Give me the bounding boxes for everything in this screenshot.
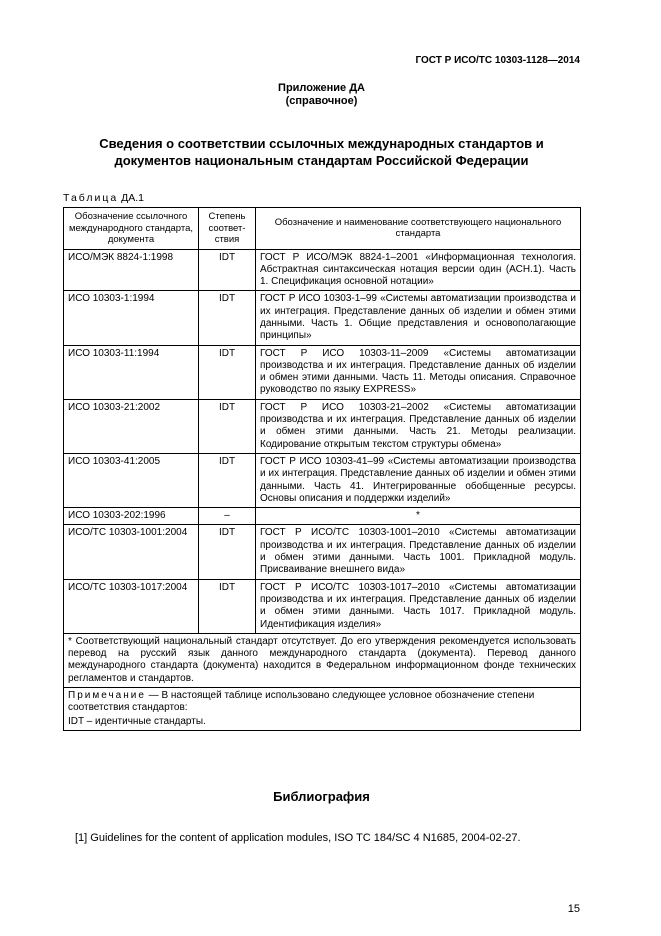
note-text: — В настоящей таблице использовано следующее условное обозначение степени соответствия стандартов: <box>68 690 535 714</box>
annex-title: Приложение ДА <box>278 82 365 94</box>
annex-subtitle: (справочное) <box>285 95 358 107</box>
degree-cell: – <box>199 508 256 525</box>
doc-number: ГОСТ Р ИСО/ТС 10303-1128—2014 <box>415 55 580 66</box>
note-label: Примечание <box>68 690 146 701</box>
table-note-row <box>64 688 581 731</box>
table-row <box>64 345 581 399</box>
description-cell: ГОСТ Р ИСО 10303-1–99 «Системы автоматизации производства и их интеграция. Представление данных об изделии и обмен этими данными. Часть 1. Общие представления и основополагающие принципы» <box>256 291 581 345</box>
standard-cell: ИСО 10303-202:1996 <box>64 508 199 525</box>
table-row <box>64 453 581 507</box>
degree-cell: IDT <box>199 525 256 579</box>
bibliography-entry: [1] Guidelines for the content of application modules, ISO TC 184/SC 4 N1685, 2004-02-27. <box>75 831 521 844</box>
degree-cell: IDT <box>199 249 256 291</box>
table-header-row <box>64 208 581 250</box>
note-idt: IDT – идентичные стандарты. <box>68 715 206 727</box>
description-cell: ГОСТ Р ИСО 10303-11–2009 «Системы автоматизации производства и их интеграция. Представление данных об изделии и обмен этими данными. Часть 11. Методы описания. Справочное руководство по языку EXPRESS» <box>256 345 581 399</box>
page-title: Сведения о соответствии ссылочных международных стандартов и документов национальным стандартам Российской Федерации <box>99 136 544 168</box>
standard-cell: ИСО/МЭК 8824-1:1998 <box>64 249 199 291</box>
table-footnote: * Соответствующий национальный стандарт отсутствует. До его утверждения рекомендуется использовать перевод на русский язык данного международного стандарта (документа). Перевод данного международного стандарта (документа) находится в Федеральном информационном фонде технических регламентов и стандартов. <box>64 633 581 687</box>
standard-cell: ИСО 10303-21:2002 <box>64 399 199 453</box>
page-number: 15 <box>567 903 580 915</box>
standard-cell: ИСО 10303-1:1994 <box>64 291 199 345</box>
description-cell: ГОСТ Р ИСО 10303-41–99 «Системы автоматизации производства и их интеграция. Представление данных об изделии и обмен этими данными. Часть 41. Интегрированные обобщенные ресурсы. Основы описания и поддержки изделий» <box>256 453 581 507</box>
degree-cell: IDT <box>199 579 256 633</box>
degree-cell: IDT <box>199 291 256 345</box>
standard-cell: ИСО/ТС 10303-1001:2004 <box>64 525 199 579</box>
page-content <box>63 0 580 845</box>
description-cell: ГОСТ Р ИСО 10303-21–2002 «Системы автоматизации производства и их интеграция. Представление данных об изделии и обмен этими данными. Часть 21. Методы реализации. Кодирование открытым текстом структуры обмена» <box>256 399 581 453</box>
description-cell: ГОСТ Р ИСО/ТС 10303-1001–2010 «Системы автоматизации производства и их интеграция. Представление данных об изделии и обмен этими данными. Часть 1001. Прикладной модуль. Присваивание внешнего вида» <box>256 525 581 579</box>
table-footnote-row <box>64 633 581 687</box>
table-row <box>64 249 581 291</box>
col-header-standard: Обозначение ссылочного международного стандарта, документа <box>64 208 199 250</box>
table-row <box>64 291 581 345</box>
table-caption-number: ДА.1 <box>121 192 144 204</box>
description-cell: ГОСТ Р ИСО/ТС 10303-1017–2010 «Системы автоматизации производства и их интеграция. Представление данных об изделии и обмен этими данными. Часть 1017. Прикладной модуль. Идентификация изделия» <box>256 579 581 633</box>
standard-cell: ИСО 10303-11:1994 <box>64 345 199 399</box>
description-cell: ГОСТ Р ИСО/МЭК 8824-1–2001 «Информационная технология. Абстрактная синтаксическая нотация версии один (АСН.1). Часть 1. Спецификация основной нотации» <box>256 249 581 291</box>
col-header-degree: Степень соответ-ствия <box>199 208 256 250</box>
table-row <box>64 399 581 453</box>
table-note <box>64 688 581 731</box>
table-row <box>64 508 581 525</box>
table-caption-word: Таблица <box>63 192 119 204</box>
table-row <box>64 579 581 633</box>
table-row <box>64 525 581 579</box>
standard-cell: ИСО 10303-41:2005 <box>64 453 199 507</box>
degree-cell: IDT <box>199 399 256 453</box>
table-caption <box>63 192 580 205</box>
standard-cell: ИСО/ТС 10303-1017:2004 <box>64 579 199 633</box>
bibliography-title: Библиография <box>273 788 370 804</box>
correspondence-table <box>63 207 581 731</box>
note-line <box>68 690 576 715</box>
degree-cell: IDT <box>199 345 256 399</box>
description-cell: * <box>256 508 581 525</box>
col-header-description: Обозначение и наименование соответствующего национального стандарта <box>256 208 581 250</box>
degree-cell: IDT <box>199 453 256 507</box>
annex-block <box>63 82 580 108</box>
